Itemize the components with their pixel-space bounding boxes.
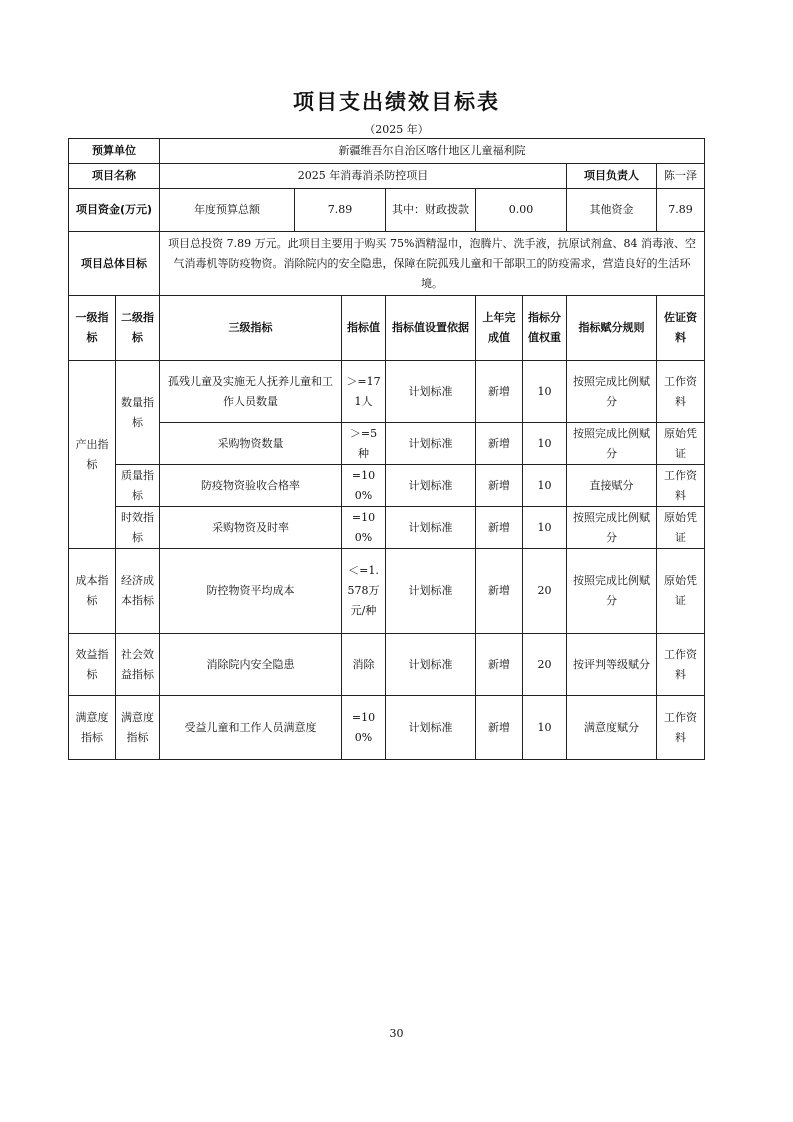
header-weight: 指标分值权重 xyxy=(523,296,567,361)
table-row xyxy=(69,634,705,696)
overall-goal-text: 项目总投资 7.89 万元。此项目主要用于购买 75%酒精湿巾，泡腾片、洗手液，抗原试剂盒、84 消毒液、空气消毒机等防疫物资。消除院内的安全隐患，保障在院孤残儿童和干部职工的防疫需求，营造良好的生活环境。 xyxy=(160,232,705,296)
group-benefit: 效益指标 xyxy=(69,634,116,696)
fiscal-label: 其中：财政拨款 xyxy=(386,189,476,232)
indicator-name: 采购物资及时率 xyxy=(160,507,342,549)
indicator-value: ＜=1.578万元/种 xyxy=(342,549,386,634)
project-name-row xyxy=(69,164,705,189)
indicator-basis: 计划标准 xyxy=(386,465,476,507)
other-funds-value: 7.89 xyxy=(657,189,705,232)
indicator-rule: 按照完成比例赋分 xyxy=(567,549,657,634)
annual-total-value: 7.89 xyxy=(295,189,386,232)
indicator-last-year: 新增 xyxy=(476,549,523,634)
group-quantity: 数量指标 xyxy=(116,361,160,465)
overall-goal-row xyxy=(69,232,705,296)
page-title: 项目支出绩效目标表 xyxy=(293,90,500,114)
indicator-last-year: 新增 xyxy=(476,507,523,549)
indicator-last-year: 新增 xyxy=(476,423,523,465)
indicator-rule: 按照完成比例赋分 xyxy=(567,507,657,549)
indicator-name: 防控物资平均成本 xyxy=(160,549,342,634)
indicator-last-year: 新增 xyxy=(476,361,523,423)
indicator-value: =100% xyxy=(342,465,386,507)
annual-total-label: 年度预算总额 xyxy=(160,189,295,232)
project-name-label: 项目名称 xyxy=(69,164,160,189)
indicator-weight: 20 xyxy=(523,634,567,696)
indicator-last-year: 新增 xyxy=(476,696,523,760)
indicator-value: 消除 xyxy=(342,634,386,696)
group-cost: 成本指标 xyxy=(69,549,116,634)
indicator-name: 防疫物资验收合格率 xyxy=(160,465,342,507)
project-funds-row xyxy=(69,189,705,232)
project-funds-label: 项目资金(万元) xyxy=(69,189,160,232)
indicator-header-row xyxy=(69,296,705,361)
indicator-value: =100% xyxy=(342,696,386,760)
budget-unit-value: 新疆维吾尔自治区喀什地区儿童福利院 xyxy=(160,139,705,164)
indicator-weight: 10 xyxy=(523,361,567,423)
indicator-evidence: 工作资料 xyxy=(657,634,705,696)
indicator-basis: 计划标准 xyxy=(386,549,476,634)
indicator-weight: 10 xyxy=(523,507,567,549)
group-quality: 质量指标 xyxy=(116,465,160,507)
fiscal-value: 0.00 xyxy=(476,189,567,232)
report-year: （2025 年） xyxy=(364,123,429,136)
group-output: 产出指标 xyxy=(69,361,116,549)
header-level3: 三级指标 xyxy=(160,296,342,361)
indicator-basis: 计划标准 xyxy=(386,634,476,696)
indicator-evidence: 原始凭证 xyxy=(657,423,705,465)
table-row xyxy=(69,549,705,634)
indicator-basis: 计划标准 xyxy=(386,361,476,423)
indicator-evidence: 工作资料 xyxy=(657,465,705,507)
indicator-basis: 计划标准 xyxy=(386,696,476,760)
indicator-basis: 计划标准 xyxy=(386,423,476,465)
group-social-benefit: 社会效益指标 xyxy=(116,634,160,696)
project-leader-value: 陈一泽 xyxy=(657,164,705,189)
project-leader-label: 项目负责人 xyxy=(567,164,657,189)
project-name-value: 2025 年消毒消杀防控项目 xyxy=(160,164,567,189)
header-last-year: 上年完成值 xyxy=(476,296,523,361)
table-row xyxy=(69,423,705,465)
other-funds-label: 其他资金 xyxy=(567,189,657,232)
indicator-last-year: 新增 xyxy=(476,465,523,507)
indicator-rule: 直接赋分 xyxy=(567,465,657,507)
indicator-name: 受益儿童和工作人员满意度 xyxy=(160,696,342,760)
indicator-evidence: 工作资料 xyxy=(657,696,705,760)
indicator-value: =100% xyxy=(342,507,386,549)
indicator-evidence: 原始凭证 xyxy=(657,549,705,634)
group-economic-cost: 经济成本指标 xyxy=(116,549,160,634)
group-timeliness: 时效指标 xyxy=(116,507,160,549)
indicator-basis: 计划标准 xyxy=(386,507,476,549)
table-row xyxy=(69,361,705,423)
table-row xyxy=(69,507,705,549)
header-level1: 一级指标 xyxy=(69,296,116,361)
header-value: 指标值 xyxy=(342,296,386,361)
indicator-name: 采购物资数量 xyxy=(160,423,342,465)
table-row xyxy=(69,696,705,760)
indicator-value: ＞=171人 xyxy=(342,361,386,423)
budget-unit-row xyxy=(69,139,705,164)
indicator-name: 孤残儿童及实施无人抚养儿童和工作人员数量 xyxy=(160,361,342,423)
header-rule: 指标赋分规则 xyxy=(567,296,657,361)
indicator-weight: 10 xyxy=(523,465,567,507)
budget-unit-label: 预算单位 xyxy=(69,139,160,164)
overall-goal-label: 项目总体目标 xyxy=(69,232,160,296)
indicator-name: 消除院内安全隐患 xyxy=(160,634,342,696)
page-number: 30 xyxy=(389,1027,404,1040)
indicator-rule: 满意度赋分 xyxy=(567,696,657,760)
indicator-weight: 10 xyxy=(523,423,567,465)
indicator-weight: 10 xyxy=(523,696,567,760)
indicator-evidence: 原始凭证 xyxy=(657,507,705,549)
table-row xyxy=(69,465,705,507)
indicator-value: ＞=5种 xyxy=(342,423,386,465)
header-level2: 二级指标 xyxy=(116,296,160,361)
indicator-rule: 按评判等级赋分 xyxy=(567,634,657,696)
group-satisfaction: 满意度指标 xyxy=(69,696,116,760)
header-basis: 指标值设置依据 xyxy=(386,296,476,361)
indicator-rule: 按照完成比例赋分 xyxy=(567,423,657,465)
header-evidence: 佐证资料 xyxy=(657,296,705,361)
performance-target-table xyxy=(68,138,705,760)
indicator-last-year: 新增 xyxy=(476,634,523,696)
indicator-weight: 20 xyxy=(523,549,567,634)
indicator-evidence: 工作资料 xyxy=(657,361,705,423)
group-satisfaction-sub: 满意度指标 xyxy=(116,696,160,760)
indicator-rule: 按照完成比例赋分 xyxy=(567,361,657,423)
